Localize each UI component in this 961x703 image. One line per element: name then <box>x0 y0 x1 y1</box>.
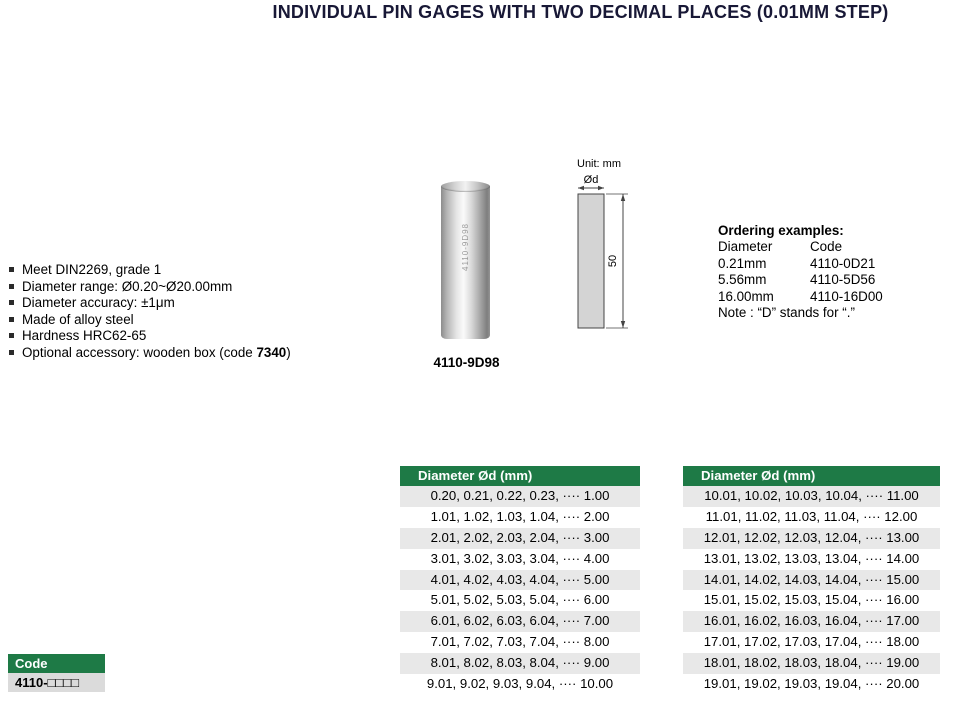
ordering-row-code: 4110-16D00 <box>810 288 883 304</box>
table-row: 14.01, 14.02, 14.03, 14.04, ···· 15.00 <box>683 570 940 591</box>
table-header: Diameter Ød (mm) <box>683 466 940 486</box>
square-bullet-icon <box>9 317 14 322</box>
pin-top-cap <box>441 181 490 192</box>
table-row: 2.01, 2.02, 2.03, 2.04, ···· 3.00 <box>400 528 640 549</box>
square-bullet-icon <box>9 300 14 305</box>
code-block <box>8 654 105 692</box>
table-row: 12.01, 12.02, 12.03, 12.04, ···· 13.00 <box>683 528 940 549</box>
square-bullet-icon <box>9 350 14 355</box>
table-row: 8.01, 8.02, 8.03, 8.04, ···· 9.00 <box>400 653 640 674</box>
ordering-examples-title: Ordering examples: <box>718 223 844 238</box>
feature-item <box>9 328 291 345</box>
table-row: 17.01, 17.02, 17.03, 17.04, ···· 18.00 <box>683 632 940 653</box>
square-bullet-icon <box>9 333 14 338</box>
feature-item <box>9 295 291 312</box>
table-row: 0.20, 0.21, 0.22, 0.23, ···· 1.00 <box>400 486 640 507</box>
table-header: Diameter Ød (mm) <box>400 466 640 486</box>
table-row: 3.01, 3.02, 3.03, 3.04, ···· 4.00 <box>400 549 640 570</box>
feature-item <box>9 312 291 329</box>
table-row: 5.01, 5.02, 5.03, 5.04, ···· 6.00 <box>400 590 640 611</box>
table-row: 13.01, 13.02, 13.03, 13.04, ···· 14.00 <box>683 549 940 570</box>
ordering-note: Note : “D” stands for “.” <box>718 305 855 321</box>
square-bullet-icon <box>9 267 14 272</box>
feature-item <box>9 262 291 279</box>
table-row: 10.01, 10.02, 10.03, 10.04, ···· 11.00 <box>683 486 940 507</box>
diameter-dimension-label: Ød <box>583 174 599 186</box>
diameter-table-1 <box>400 466 640 695</box>
ordering-row-diameter: 5.56mm <box>718 272 767 288</box>
table-row: 4.01, 4.02, 4.03, 4.04, ···· 5.00 <box>400 570 640 591</box>
table-row: 16.01, 16.02, 16.03, 16.04, ···· 17.00 <box>683 611 940 632</box>
ordering-column-diameter: Diameter <box>718 239 773 254</box>
table-row: 15.01, 15.02, 15.03, 15.04, ···· 16.00 <box>683 590 940 611</box>
length-dimension-label: 50 <box>607 254 619 268</box>
table-row: 18.01, 18.02, 18.03, 18.04, ···· 19.00 <box>683 653 940 674</box>
feature-text: Diameter range: Ø0.20~Ø20.00mm <box>22 278 233 294</box>
feature-list <box>9 262 291 362</box>
feature-item-optional-accessory <box>9 345 291 362</box>
ordering-examples-table <box>718 239 883 305</box>
ordering-row-code: 4110-0D21 <box>810 255 876 271</box>
feature-text: Hardness HRC62-65 <box>22 328 147 344</box>
code-block-header: Code <box>8 654 105 673</box>
feature-text: Meet DIN2269, grade 1 <box>22 262 162 277</box>
table-row: 11.01, 11.02, 11.03, 11.04, ···· 12.00 <box>683 507 940 528</box>
pin-engraving: 4110-9D98 <box>461 223 470 271</box>
feature-text: Optional accessory: wooden box (code <box>22 344 257 360</box>
table-row: 7.01, 7.02, 7.03, 7.04, ···· 8.00 <box>400 632 640 653</box>
code-block-value: 4110-□□□□ <box>8 673 105 692</box>
page-title: INDIVIDUAL PIN GAGES WITH TWO DECIMAL PLACES (0.01MM STEP) <box>272 2 889 22</box>
feature-text: ) <box>286 344 291 360</box>
table-row: 1.01, 1.02, 1.03, 1.04, ···· 2.00 <box>400 507 640 528</box>
ordering-examples <box>718 222 883 322</box>
dimension-drawing <box>566 172 638 344</box>
table-row: 9.01, 9.02, 9.03, 9.04, ···· 10.00 <box>400 674 640 695</box>
table-row: 6.01, 6.02, 6.03, 6.04, ···· 7.00 <box>400 611 640 632</box>
feature-text: Diameter accuracy: ±1μm <box>22 295 175 311</box>
feature-item <box>9 279 291 296</box>
ordering-row-code: 4110-5D56 <box>810 272 876 288</box>
product-code-label: 4110-9D98 <box>433 355 500 370</box>
ordering-row-diameter: 0.21mm <box>718 255 767 271</box>
square-bullet-icon <box>9 284 14 289</box>
table-row: 19.01, 19.02, 19.03, 19.04, ···· 20.00 <box>683 674 940 695</box>
ordering-row-diameter: 16.00mm <box>718 288 774 304</box>
ordering-column-code: Code <box>810 239 843 254</box>
diameter-table-2 <box>683 466 940 695</box>
feature-text: Made of alloy steel <box>22 311 134 327</box>
pin-gage-image <box>441 181 490 339</box>
unit-label: Unit: mm <box>577 158 621 170</box>
accessory-code: 7340 <box>256 344 287 360</box>
